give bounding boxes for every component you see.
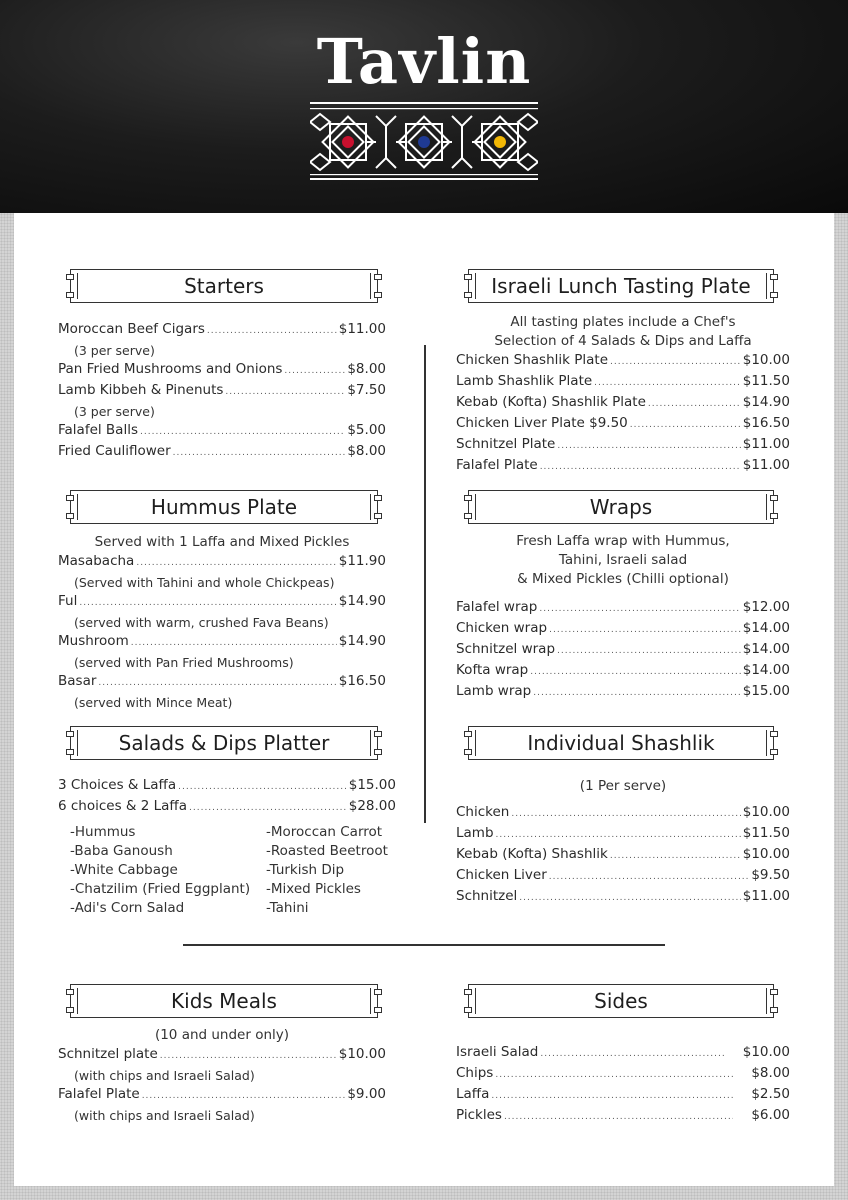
item-price: $11.50: [742, 825, 790, 841]
item-price: $11.00: [742, 888, 790, 904]
banner-corner: [374, 989, 382, 995]
dot-leader: [530, 663, 741, 682]
item-price: $14.00: [742, 620, 790, 636]
item-name: Lamb: [456, 825, 494, 841]
banner-corner: [770, 731, 778, 737]
item-price: $12.00: [742, 599, 790, 615]
dot-leader: [539, 600, 740, 619]
yellow-dot: [494, 136, 506, 148]
item-name: Falafel Balls: [58, 422, 138, 438]
wraps-subtitle: & Mixed Pickles (Chilli optional): [517, 571, 729, 587]
item-name: Laffa: [456, 1086, 490, 1102]
dot-leader: [496, 826, 741, 845]
menu-item: [58, 1045, 386, 1066]
tasting-subtitle: All tasting plates include a Chef's: [510, 314, 736, 330]
brand-title: Tavlin: [316, 25, 532, 98]
dot-leader: [136, 554, 336, 573]
dot-leader: [557, 642, 741, 661]
tasting-list: [456, 313, 790, 477]
item-name: Chicken: [456, 804, 510, 820]
item-price: $14.90: [338, 633, 386, 649]
dot-leader: [557, 437, 740, 456]
dot-leader: [549, 868, 750, 887]
menu-item: [58, 381, 386, 402]
banner-corner: [464, 513, 472, 519]
kids-subtitle: (10 and under only): [154, 1027, 290, 1043]
wraps-title: Wraps: [589, 495, 653, 519]
menu-item: [456, 435, 790, 456]
item-price: $7.50: [347, 382, 386, 398]
item-price: $11.00: [338, 321, 386, 337]
menu-item: [456, 824, 790, 845]
item-price: $14.90: [742, 394, 790, 410]
banner-corner: [374, 292, 382, 298]
item-price: $10.00: [742, 352, 790, 368]
menu-item: [58, 320, 386, 341]
item-name: Fried Cauliflower: [58, 443, 171, 459]
dot-leader: [98, 674, 336, 693]
item-price: $16.50: [338, 673, 386, 689]
starters-banner: [70, 269, 378, 303]
moroccan-ornament-icon: [310, 102, 538, 182]
kids-banner: [70, 984, 378, 1018]
kids-list: [58, 1026, 386, 1125]
banner-corner: [770, 513, 778, 519]
item-name: Chicken wrap: [456, 620, 548, 636]
item-price: $11.90: [338, 553, 386, 569]
item-name: Pan Fried Mushrooms and Onions: [58, 361, 283, 377]
starters-title: Starters: [184, 274, 264, 298]
item-price: $10.00: [742, 846, 790, 862]
menu-item: [456, 845, 790, 866]
menu-item: [456, 598, 790, 619]
item-name: Falafel wrap: [456, 599, 538, 615]
dot-leader: [540, 1045, 724, 1064]
dot-leader: [178, 778, 347, 797]
list-item: -Moroccan Carrot: [266, 824, 383, 840]
menu-item: [58, 360, 386, 381]
dot-leader: [142, 1087, 346, 1106]
menu-item: [456, 887, 790, 908]
menu-item: [456, 414, 790, 435]
item-name: Schnitzel Plate: [456, 436, 556, 452]
banner-corner: [66, 989, 74, 995]
item-name: Lamb Kibbeh & Pinenuts: [58, 382, 224, 398]
menu-item: [456, 661, 790, 682]
item-price: $11.00: [742, 436, 790, 452]
dot-leader: [594, 374, 741, 393]
list-item: -Roasted Beetroot: [266, 843, 388, 859]
dot-leader: [160, 1047, 337, 1066]
item-price: $15.00: [742, 683, 790, 699]
salads-title: Salads & Dips Platter: [118, 731, 330, 755]
banner-corner: [374, 749, 382, 755]
banner-corner: [374, 731, 382, 737]
menu-item: [456, 640, 790, 661]
banner-corner: [66, 1007, 74, 1013]
tasting-banner: [468, 269, 774, 303]
sides-title: Sides: [594, 989, 648, 1013]
item-price: $14.00: [742, 662, 790, 678]
item-price: $9.50: [751, 867, 790, 883]
list-item: -White Cabbage: [70, 862, 178, 878]
shashlik-banner: [468, 726, 774, 760]
dot-leader: [549, 621, 741, 640]
item-name: Pickles: [456, 1107, 502, 1123]
item-price: $14.90: [338, 593, 386, 609]
banner-corner: [66, 495, 74, 501]
banner-corner: [770, 749, 778, 755]
item-name: 6 choices & 2 Laffa: [58, 798, 187, 814]
hummus-banner: [70, 490, 378, 524]
hummus-title: Hummus Plate: [150, 495, 298, 519]
list-item: -Hummus: [70, 824, 136, 840]
kids-title: Kids Meals: [171, 989, 277, 1013]
wraps-subtitle: Tahini, Israeli salad: [558, 552, 688, 568]
dot-leader: [610, 353, 741, 372]
item-name: Masabacha: [58, 553, 135, 569]
salad-choices-left: [70, 823, 260, 918]
dot-leader: [189, 799, 347, 818]
item-price: $15.00: [348, 777, 396, 793]
starters-list: [58, 320, 386, 463]
banner-corner: [770, 1007, 778, 1013]
tasting-subtitle: Selection of 4 Salads & Dips and Laffa: [494, 333, 752, 349]
menu-item: [456, 866, 790, 887]
banner-corner: [374, 1007, 382, 1013]
item-note: (3 per serve): [74, 404, 155, 419]
dot-leader: [540, 458, 741, 477]
shashlik-list: [456, 777, 790, 908]
item-price: $8.00: [347, 361, 386, 377]
dot-leader: [207, 322, 337, 341]
banner-corner: [770, 274, 778, 280]
item-name: Chicken Liver: [456, 867, 547, 883]
menu-page: [14, 213, 834, 1186]
item-note: (served with Mince Meat): [74, 695, 233, 710]
banner-corner: [464, 731, 472, 737]
menu-item: [58, 1085, 386, 1106]
menu-item: [456, 372, 790, 393]
dot-leader: [284, 362, 345, 381]
menu-item: [456, 803, 790, 824]
menu-item: [58, 552, 386, 573]
dot-leader: [79, 594, 336, 613]
banner-corner: [374, 513, 382, 519]
dot-leader: [648, 395, 741, 414]
item-name: 3 Choices & Laffa: [58, 777, 177, 793]
menu-item: [456, 393, 790, 414]
banner-corner: [464, 989, 472, 995]
item-name: Falafel Plate: [456, 457, 538, 473]
item-name: Kofta wrap: [456, 662, 529, 678]
banner-corner: [464, 749, 472, 755]
dot-leader: [495, 1066, 733, 1085]
menu-item: [58, 592, 386, 613]
dot-leader: [131, 634, 337, 653]
menu-item: [456, 351, 790, 372]
item-price: $6.00: [751, 1107, 790, 1123]
item-name: Ful: [58, 593, 78, 609]
menu-item: [456, 1106, 790, 1127]
banner-corner: [770, 292, 778, 298]
item-price: $11.00: [742, 457, 790, 473]
menu-item: [456, 1085, 790, 1106]
item-price: $28.00: [348, 798, 396, 814]
menu-item: [58, 421, 386, 442]
item-note: (served with warm, crushed Fava Beans): [74, 615, 329, 630]
item-price: $16.50: [742, 415, 790, 431]
dot-leader: [630, 416, 741, 435]
banner-corner: [464, 274, 472, 280]
item-price: $8.00: [347, 443, 386, 459]
list-item: -Adi's Corn Salad: [70, 900, 185, 916]
item-name: Schnitzel wrap: [456, 641, 556, 657]
item-note: (3 per serve): [74, 343, 155, 358]
hummus-subtitle: Served with 1 Laffa and Mixed Pickles: [94, 534, 350, 550]
item-name: Kebab (Kofta) Shashlik Plate: [456, 394, 646, 410]
banner-corner: [374, 495, 382, 501]
list-item: -Chatzilim (Fried Eggplant): [70, 881, 251, 897]
item-name: Schnitzel plate: [58, 1046, 158, 1062]
blue-dot: [418, 136, 430, 148]
item-name: Lamb Shashlik Plate: [456, 373, 593, 389]
menu-item: [456, 619, 790, 640]
item-price: $8.00: [751, 1065, 790, 1081]
item-price: $10.00: [742, 804, 790, 820]
wraps-list: [456, 532, 790, 703]
banner-corner: [770, 989, 778, 995]
item-price: $10.00: [742, 1044, 790, 1060]
item-note: (with chips and Israeli Salad): [74, 1108, 255, 1123]
list-item: -Turkish Dip: [266, 862, 345, 878]
sides-banner: [468, 984, 774, 1018]
banner-corner: [66, 292, 74, 298]
list-item: -Mixed Pickles: [266, 881, 361, 897]
tasting-title: Israeli Lunch Tasting Plate: [491, 274, 751, 298]
dot-leader: [533, 684, 741, 703]
menu-item: [58, 797, 396, 818]
item-name: Chicken Shashlik Plate: [456, 352, 609, 368]
item-price: $2.50: [751, 1086, 790, 1102]
item-name: Kebab (Kofta) Shashlik: [456, 846, 608, 862]
list-item: -Baba Ganoush: [70, 843, 173, 859]
dot-leader: [491, 1087, 733, 1106]
header: [0, 0, 848, 213]
wraps-subtitle: Fresh Laffa wrap with Hummus,: [516, 533, 730, 549]
item-name: Basar: [58, 673, 97, 689]
banner-corner: [66, 731, 74, 737]
item-price: $9.00: [347, 1086, 386, 1102]
menu-item: [58, 442, 386, 463]
horizontal-divider: [183, 944, 665, 946]
list-item: -Tahini: [266, 900, 309, 916]
banner-corner: [464, 292, 472, 298]
item-name: Chicken Liver Plate $9.50: [456, 415, 628, 431]
item-price: $11.50: [742, 373, 790, 389]
shashlik-title: Individual Shashlik: [527, 731, 715, 755]
item-note: (served with Pan Fried Mushrooms): [74, 655, 294, 670]
menu-item: [58, 776, 396, 797]
item-name: Falafel Plate: [58, 1086, 140, 1102]
salad-choices-right: [266, 823, 406, 918]
menu-item: [456, 456, 790, 477]
salads-list: [58, 776, 396, 818]
menu-item: [456, 1043, 790, 1064]
dot-leader: [173, 444, 346, 463]
dot-leader: [610, 847, 741, 866]
banner-corner: [464, 1007, 472, 1013]
item-name: Moroccan Beef Cigars: [58, 321, 205, 337]
menu-item: [456, 1064, 790, 1085]
salads-banner: [70, 726, 378, 760]
item-name: Lamb wrap: [456, 683, 532, 699]
item-price: $14.00: [742, 641, 790, 657]
item-price: $10.00: [338, 1046, 386, 1062]
shashlik-subtitle: (1 Per serve): [579, 778, 667, 794]
dot-leader: [504, 1108, 733, 1127]
dot-leader: [140, 423, 345, 442]
sides-list: [456, 1043, 790, 1127]
dot-leader: [519, 889, 740, 908]
item-name: Israeli Salad: [456, 1044, 539, 1060]
menu-item: [58, 672, 386, 693]
banner-corner: [66, 274, 74, 280]
banner-corner: [66, 513, 74, 519]
banner-corner: [464, 495, 472, 501]
item-name: Chips: [456, 1065, 494, 1081]
item-price: $5.00: [347, 422, 386, 438]
banner-corner: [374, 274, 382, 280]
vertical-divider: [424, 345, 426, 823]
item-name: Mushroom: [58, 633, 129, 649]
item-name: Schnitzel: [456, 888, 518, 904]
banner-corner: [770, 495, 778, 501]
wraps-banner: [468, 490, 774, 524]
item-note: (Served with Tahini and whole Chickpeas): [74, 575, 335, 590]
menu-item: [58, 632, 386, 653]
banner-corner: [66, 749, 74, 755]
dot-leader: [225, 383, 345, 402]
hummus-list: [58, 533, 386, 712]
menu-item: [456, 682, 790, 703]
red-dot: [342, 136, 354, 148]
dot-leader: [511, 805, 740, 824]
item-note: (with chips and Israeli Salad): [74, 1068, 255, 1083]
